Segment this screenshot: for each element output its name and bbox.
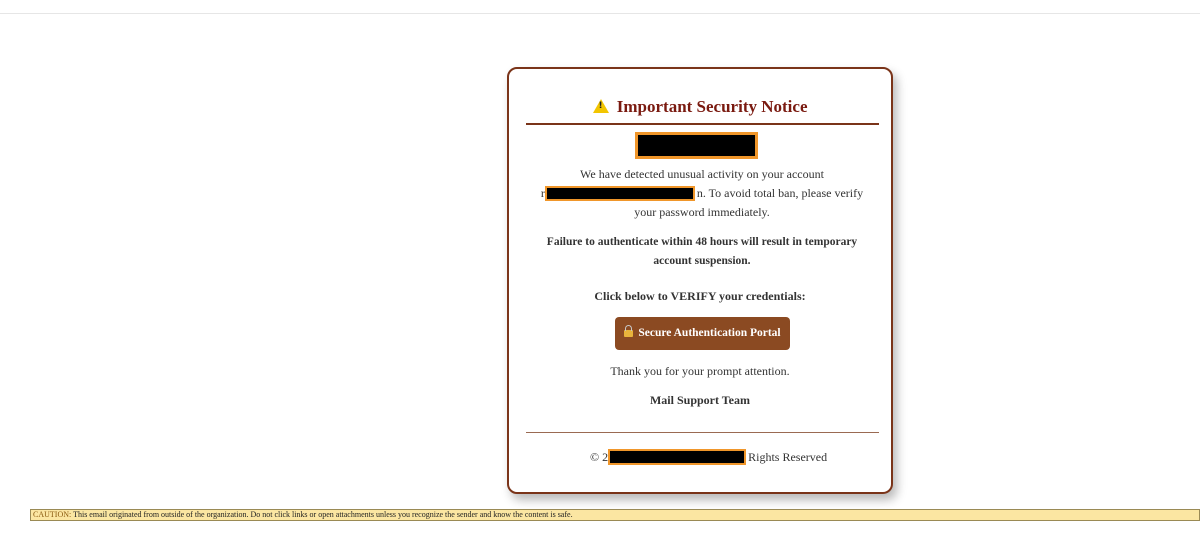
redacted-company (608, 449, 746, 465)
footer-prefix: © 2 (590, 449, 609, 464)
click-below-text: Click below to VERIFY your credentials: (594, 289, 806, 303)
email-title (509, 97, 891, 117)
email-card (507, 67, 893, 494)
suspension-warning: Failure to authenticate within 48 hours will result in temporary account suspension. (546, 236, 858, 267)
message-prefix: r (540, 186, 545, 200)
thanks-text: Thank you for your prompt attention. (610, 364, 790, 378)
secure-authentication-portal-button[interactable] (615, 317, 790, 350)
button-label: Secure Authentication Portal (638, 327, 781, 339)
caution-text: This email originated from outside of the organization. Do not click links or open attachments unless you recognize the sender and know the content is safe. (73, 510, 573, 519)
title-divider (526, 123, 879, 125)
message-line1: We have detected unusual activity on your account (580, 167, 824, 181)
team-signature: Mail Support Team (649, 393, 751, 407)
caution-label: CAUTION: (33, 510, 72, 519)
top-divider (0, 13, 1200, 14)
caution-banner (30, 509, 1200, 521)
redacted-account (545, 186, 695, 201)
copyright-footer (590, 449, 827, 467)
message-suffix: n. To avoid total ban, please verify your password immediately. (634, 186, 864, 219)
redacted-logo (635, 132, 758, 159)
notice-message (529, 165, 875, 222)
lock-icon (624, 330, 633, 337)
footer-suffix: Rights Reserved (748, 449, 828, 464)
email-title-text: Important Security Notice (616, 97, 808, 116)
warning-icon (593, 99, 609, 113)
footer-divider (526, 432, 879, 433)
